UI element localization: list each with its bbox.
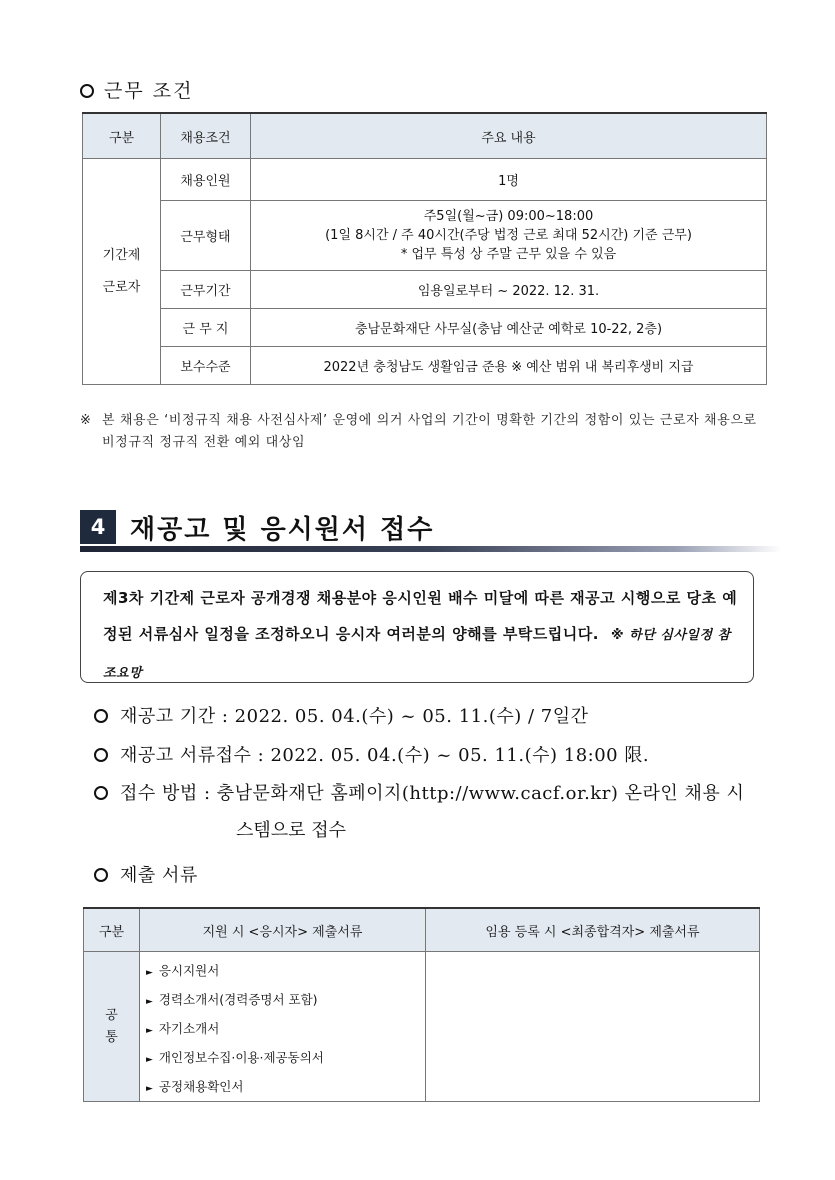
list-item [146,1072,425,1101]
applicant-docs-cell [140,952,426,1102]
re-announcement-notice-box [80,571,754,683]
category-char: 공 [105,1007,118,1023]
section-divider [80,546,782,552]
notice-reference: ※ 하단 심사일정 참조요망 [103,628,731,681]
section-4-heading [80,510,434,544]
row-label: 근 무 지 [161,309,251,347]
header-cell: 지원 시 <응시자> 제출서류 [140,908,426,952]
list-item-text: 응시지원서 [158,963,220,978]
circle-bullet-icon [94,868,108,882]
category-char: 통 [105,1029,118,1045]
header-cell: 주요 내용 [251,113,767,159]
info-method [94,779,744,805]
table-row [83,159,767,201]
reference-mark: ※ [80,413,91,428]
row-value: 2022년 충청남도 생활임금 준용 ※ 예산 범위 내 복리후생비 지급 [251,347,767,385]
submission-documents-table [83,907,760,1102]
header-cell: 임용 등록 시 <최종합격자> 제출서류 [426,908,760,952]
row-value-line: (1일 8시간 / 주 40시간(주당 법정 근로 최대 52시간) 기준 근무) [325,228,692,243]
row-label: 근무기간 [161,271,251,309]
header-cell: 채용조건 [161,113,251,159]
list-item [146,1043,425,1072]
row-value-line: 주5일(월~금) 09:00~18:00 [423,209,594,224]
doc-receipt-text: 재공고 서류접수 : 2022. 05. 04.(수) ~ 05. 11.(수) 18:00 限. [120,745,650,766]
list-item-text: 경력소개서(경력증명서 포함) [158,992,318,1007]
row-value: 충남문화재단 사무실(충남 예산군 예학로 10-22, 2층) [251,309,767,347]
method-text: 접수 방법 : 충남문화재단 홈페이지(http://www.cacf.or.kr) 온라인 채용 시 [120,783,745,804]
info-submit-docs [94,861,198,887]
section-title: 근무 조건 [104,80,194,102]
section-heading-work-conditions [80,76,193,103]
row-value-line: * 업무 특성 상 주말 근무 있을 수 있음 [400,247,617,262]
info-period [94,702,589,728]
category-line: 근로자 [102,279,141,295]
table-header-row [84,908,760,952]
triangle-bullet-icon: ► [146,1055,153,1065]
header-cell: 구분 [83,113,161,159]
row-value [251,201,767,271]
category-text [105,1005,119,1049]
triangle-bullet-icon: ► [146,968,153,978]
table-row [83,309,767,347]
row-value: 1명 [251,159,767,201]
circle-bullet-icon [94,786,108,800]
category-text [83,240,160,304]
category-line: 기간제 [102,247,141,263]
row-label: 채용인원 [161,159,251,201]
table-row [84,952,760,1102]
circle-bullet-icon [94,709,108,723]
section-4-title: 재공고 및 응시원서 접수 [130,514,435,545]
employment-note [80,410,770,454]
category-cell [83,159,161,385]
triangle-bullet-icon: ► [146,997,153,1007]
row-label: 보수수준 [161,347,251,385]
work-conditions-table [82,112,767,385]
list-item-text: 공정채용확인서 [158,1079,244,1094]
list-item [146,985,425,1014]
note-text: 본 채용은 ‘비정규직 채용 사전심사제’ 운영에 의거 사업의 기간이 명확한 기간의 정함이 있는 근로자 채용으로 비정규직 정규직 전환 예외 대상임 [102,413,757,450]
info-doc-receipt [94,741,649,767]
list-item-text: 자기소개서 [158,1021,220,1036]
circle-bullet-icon [80,84,94,98]
row-value: 임용일로부터 ~ 2022. 12. 31. [251,271,767,309]
list-item-text: 개인정보수집·이용·제공동의서 [158,1050,324,1065]
row-label: 근무형태 [161,201,251,271]
notice-text: 제3차 기간제 근로자 공개경쟁 채용분야 응시인원 배수 미달에 따른 재공고 시행으로 당초 예정된 서류심사 일정을 조정하오니 응시자 여러분의 양해를 부탁드립니다. [103,589,738,643]
section-number-badge: 4 [80,510,116,544]
table-header-row [83,113,767,159]
list-item [146,956,425,985]
triangle-bullet-icon: ► [146,1026,153,1036]
triangle-bullet-icon: ► [146,1084,153,1094]
table-row [83,347,767,385]
final-docs-cell [426,952,760,1102]
header-cell: 구분 [84,908,140,952]
category-cell [84,952,140,1102]
list-item [146,1014,425,1043]
table-row [83,271,767,309]
info-method-continued: 스템으로 접수 [236,820,347,841]
table-row [83,201,767,271]
submit-docs-text: 제출 서류 [120,865,198,886]
period-text: 재공고 기간 : 2022. 05. 04.(수) ~ 05. 11.(수) / 7일간 [120,706,589,727]
circle-bullet-icon [94,748,108,762]
